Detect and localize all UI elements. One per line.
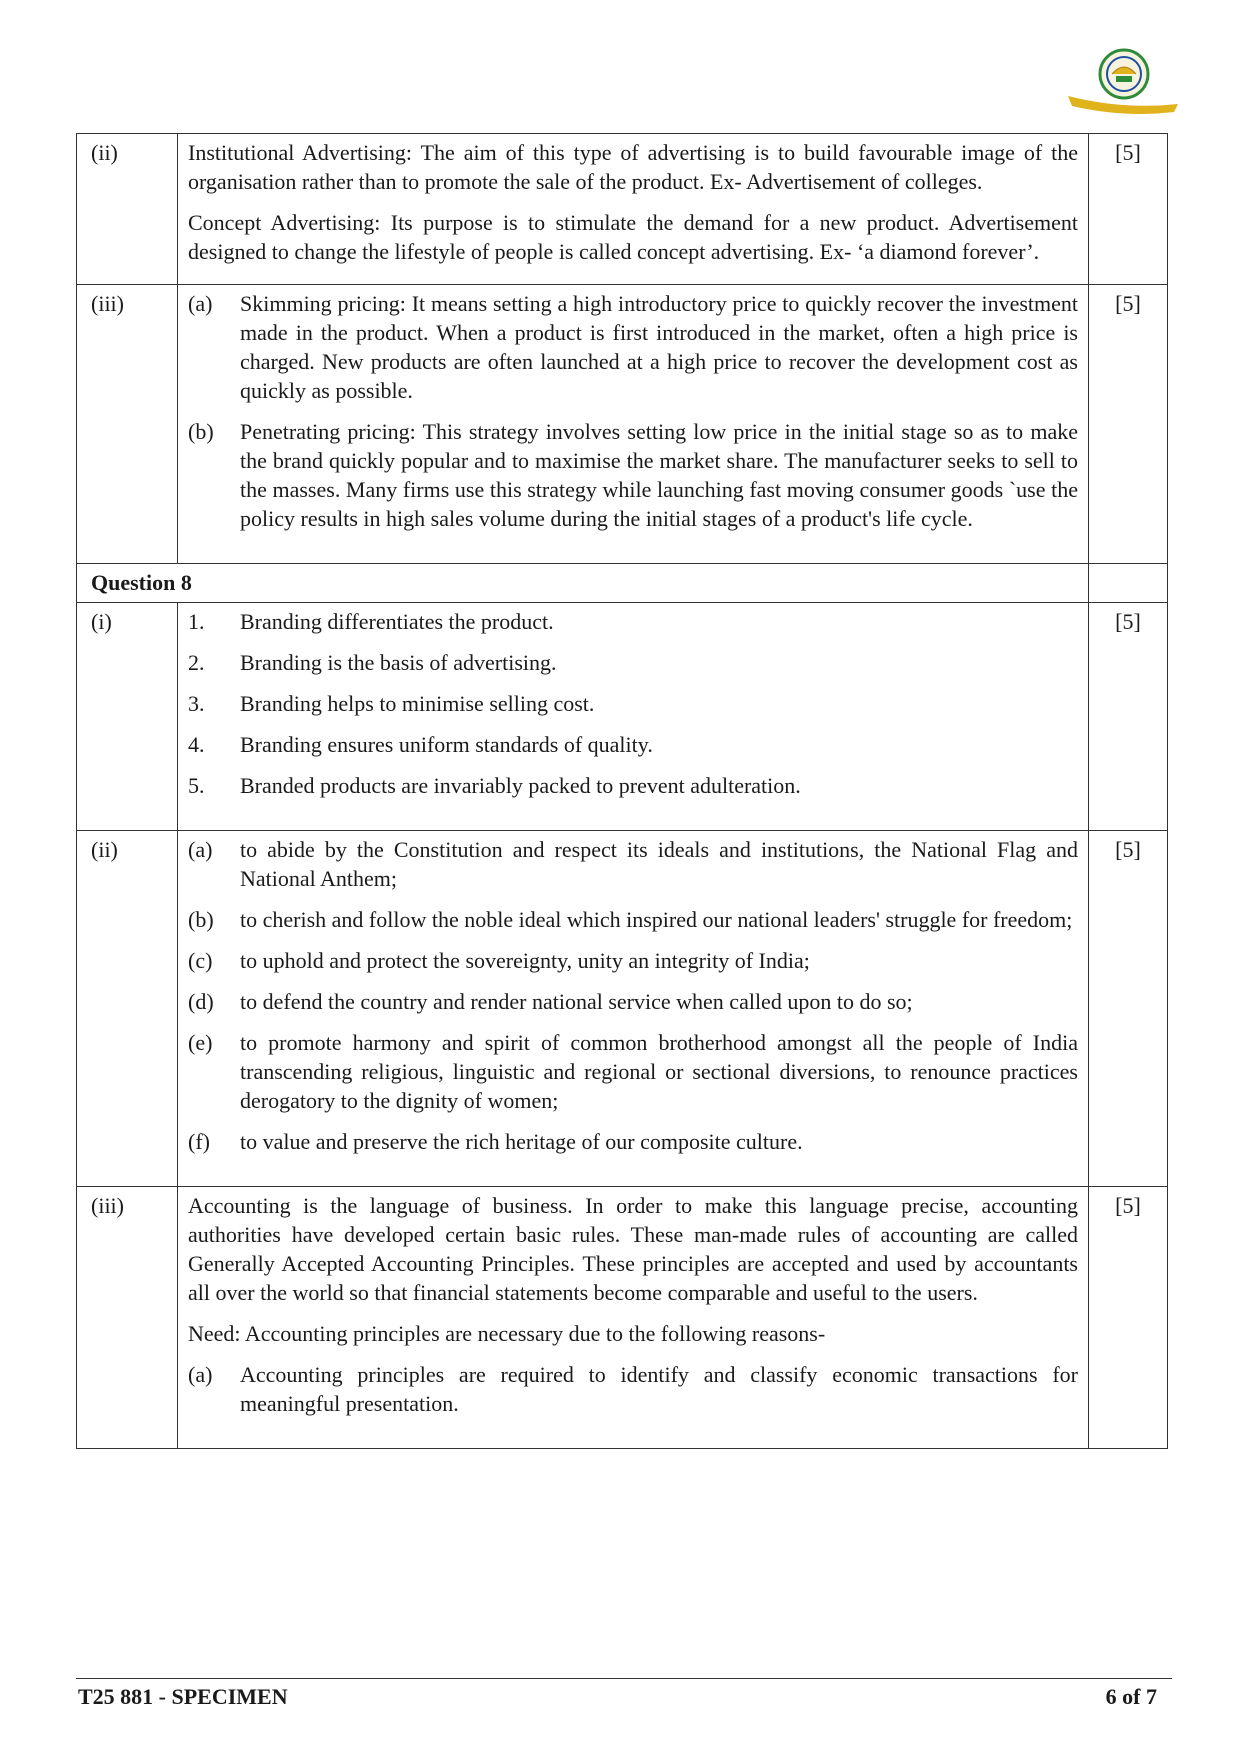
answer-paragraph: Accounting is the language of business. In order to make this language precise, accounting authorities have developed certain basic rules. These man-made rules of accounting are called Generally Accepted Accounting Principles. These principles are accepted and used by accountants all over the world so that financial statements become comparable and useful to the users.: [188, 1193, 1078, 1305]
marks-empty: [1089, 564, 1168, 603]
list-item-label: (b): [188, 907, 214, 932]
list-item-label: (f): [188, 1129, 210, 1154]
footer-divider: [76, 1678, 1172, 1679]
list-item-text: to cherish and follow the noble ideal which inspired our national leaders' struggle for freedom;: [240, 907, 1073, 932]
answer-paragraph: Concept Advertising: Its purpose is to stimulate the demand for a new product. Advertisement designed to change the lifestyle of people is called concept advertising. Ex- ‘a diamond forever’.: [188, 210, 1078, 264]
answer-row: [77, 603, 1168, 831]
footer-page-number: 6 of 7: [1105, 1684, 1157, 1709]
list-item-text: Branded products are invariably packed to prevent adulteration.: [240, 773, 801, 798]
answer-row: [77, 831, 1168, 1187]
answer-row: [77, 285, 1168, 564]
part-number: (i): [77, 603, 178, 831]
list-item-text: Skimming pricing: It means setting a high introductory price to quickly recover the investment made in the product. When a product is first introduced in the market, often a high price is charged. New products are often launched at a high price to recover the development cost as quickly as possible.: [240, 291, 1078, 403]
list-item: [188, 987, 1078, 1016]
part-number: (ii): [77, 831, 178, 1187]
list-item: [188, 905, 1078, 934]
list-item: [188, 946, 1078, 975]
part-number: (ii): [77, 134, 178, 285]
list-item-text: Branding is the basis of advertising.: [240, 650, 557, 675]
answer-table: [76, 133, 1168, 1449]
list-item-label: 3.: [188, 691, 205, 716]
list-item: [188, 1028, 1078, 1115]
answer-body: [178, 1187, 1089, 1449]
answer-body: [178, 285, 1089, 564]
list-item-text: Branding differentiates the product.: [240, 609, 554, 634]
list-item-label: (a): [188, 1362, 213, 1387]
list-item-label: (a): [188, 291, 213, 316]
list-item: [188, 771, 1078, 800]
list-item-text: to abide by the Constitution and respect its ideals and institutions, the National Flag and National Anthem;: [240, 837, 1078, 891]
answer-paragraph: Institutional Advertising: The aim of this type of advertising is to build favourable image of the organisation rather than to promote the sale of the product. Ex- Advertisement of colleges.: [188, 140, 1078, 194]
list-item: [188, 648, 1078, 677]
list-item: [188, 730, 1078, 759]
cisce-logo: [1060, 44, 1180, 124]
answer-body: [178, 603, 1089, 831]
marks: [5]: [1089, 285, 1168, 564]
list-item: [188, 1127, 1078, 1156]
list-item: [188, 1360, 1078, 1418]
list-item-label: (c): [188, 948, 213, 973]
list-item: [188, 689, 1078, 718]
answer-row: [77, 134, 1168, 285]
answer-body: [178, 134, 1089, 285]
list-item-label: 2.: [188, 650, 205, 675]
part-number: (iii): [77, 285, 178, 564]
list-item-text: to defend the country and render national service when called upon to do so;: [240, 989, 913, 1014]
list-item-label: 4.: [188, 732, 205, 757]
list-item: [188, 289, 1078, 405]
answer-body: [178, 831, 1089, 1187]
answer-paragraph: Need: Accounting principles are necessary due to the following reasons-: [188, 1321, 826, 1346]
question-heading: Question 8: [77, 564, 1089, 603]
list-item-label: (a): [188, 837, 213, 862]
list-item: [188, 835, 1078, 893]
list-item-text: Penetrating pricing: This strategy involves setting low price in the initial stage so as to make the brand quickly popular and to maximise the market share. The manufacturer seeks to sell to the masses. Many firms use this strategy while launching fast moving consumer goods `use the policy results in high sales volume during the initial stages of a product's life cycle.: [240, 419, 1078, 531]
list-item-text: to value and preserve the rich heritage of our composite culture.: [240, 1129, 803, 1154]
marks: [5]: [1089, 603, 1168, 831]
footer-paper-code: T25 881 - SPECIMEN: [78, 1684, 288, 1709]
list-item-label: 1.: [188, 609, 205, 634]
marks: [5]: [1089, 831, 1168, 1187]
list-item-text: Branding ensures uniform standards of quality.: [240, 732, 653, 757]
marks: [5]: [1089, 1187, 1168, 1449]
marks: [5]: [1089, 134, 1168, 285]
list-item-text: Branding helps to minimise selling cost.: [240, 691, 595, 716]
list-item-label: (b): [188, 419, 214, 444]
list-item-label: (d): [188, 989, 214, 1014]
list-item-text: Accounting principles are required to identify and classify economic transactions for meaningful presentation.: [240, 1362, 1078, 1416]
list-item: [188, 607, 1078, 636]
question-heading-row: [77, 564, 1168, 603]
answer-row: [77, 1187, 1168, 1449]
list-item-label: 5.: [188, 773, 205, 798]
list-item-text: to uphold and protect the sovereignty, unity an integrity of India;: [240, 948, 810, 973]
list-item: [188, 417, 1078, 533]
list-item-text: to promote harmony and spirit of common brotherhood amongst all the people of India transcending religious, linguistic and regional or sectional diversions, to renounce practices derogatory to the dignity of women;: [240, 1030, 1078, 1113]
part-number: (iii): [77, 1187, 178, 1449]
list-item-label: (e): [188, 1030, 213, 1055]
